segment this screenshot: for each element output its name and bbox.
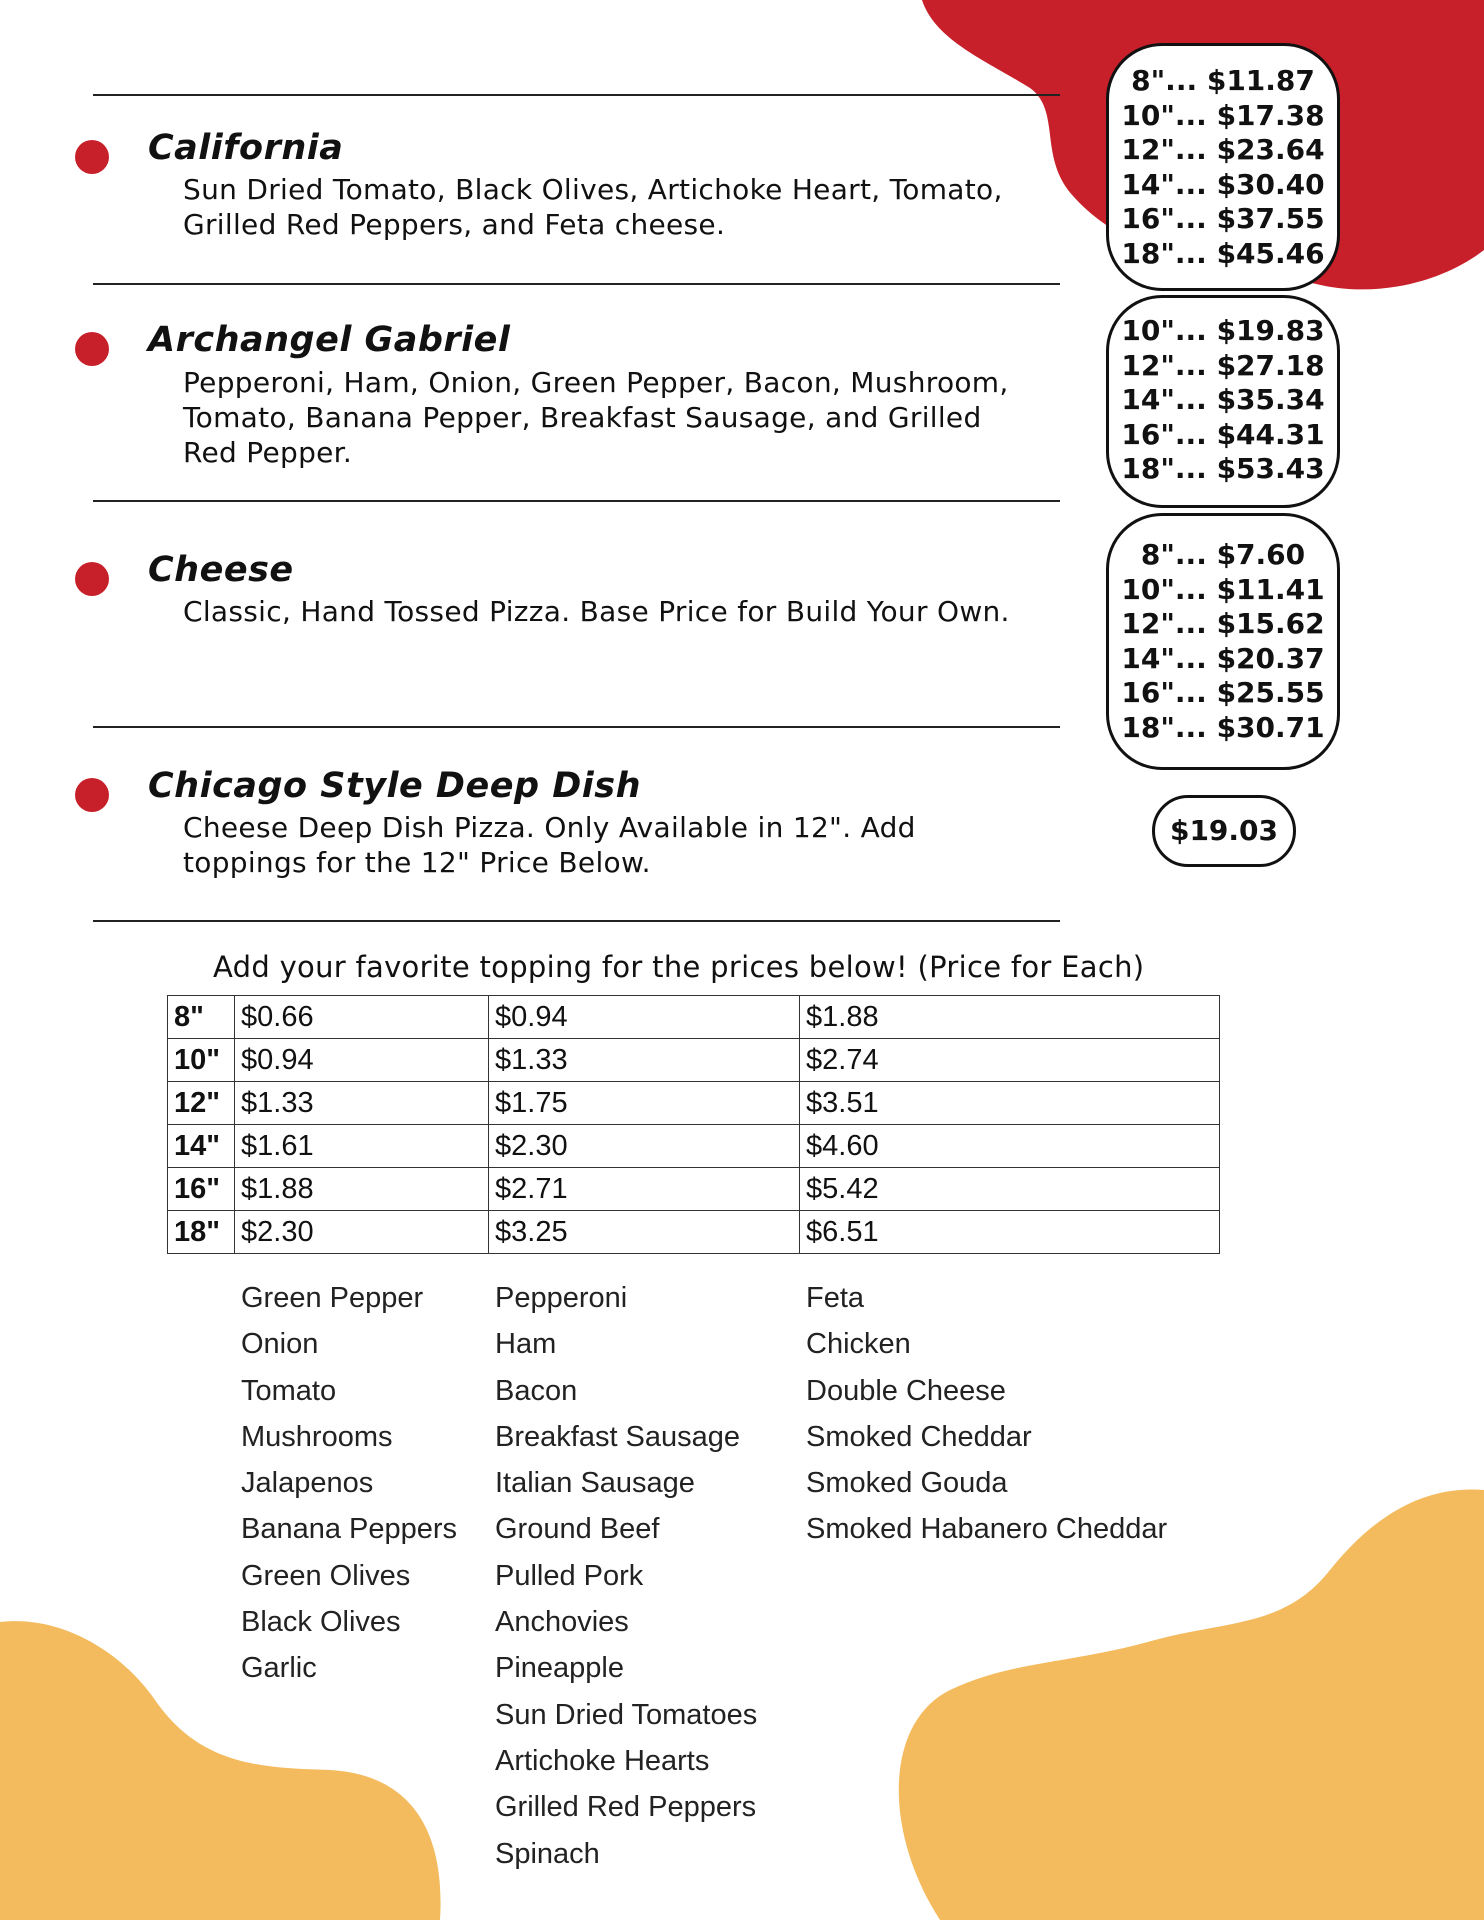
price-line: 18"... $45.46 <box>1121 236 1325 270</box>
bullet-dot <box>75 140 109 174</box>
price-cell: $3.25 <box>489 1211 800 1254</box>
size-cell: 10" <box>168 1039 235 1082</box>
price-line: 18"... $53.43 <box>1121 452 1325 485</box>
list-item: Spinach <box>495 1837 600 1870</box>
bullet-dot <box>75 778 109 812</box>
size-cell: 12" <box>168 1082 235 1125</box>
pizza-description-chicago-deep-dish: Cheese Deep Dish Pizza. Only Available in 12". Add toppings for the 12" Price Below. <box>183 811 916 879</box>
table-row <box>168 1211 1220 1254</box>
pizza-description-california: Sun Dried Tomato, Black Olives, Artichoke Heart, Tomato, Grilled Red Peppers, and Feta cheese. <box>183 173 1003 241</box>
list-item: Garlic <box>241 1652 317 1685</box>
table-row <box>168 996 1220 1039</box>
size-cell: 16" <box>168 1168 235 1211</box>
price-cell: $4.60 <box>800 1125 1220 1168</box>
list-item: Feta <box>806 1282 865 1314</box>
price-cell: $1.61 <box>235 1125 489 1168</box>
pizza-name-chicago-deep-dish: Chicago Style Deep Dish <box>148 766 641 806</box>
topping-list-tier-2 <box>495 1275 757 1877</box>
list-item: Ground Beef <box>495 1513 660 1546</box>
pizza-name-cheese: Cheese <box>148 550 294 590</box>
list-item: Banana Peppers <box>241 1513 458 1546</box>
list-item: Smoked Gouda <box>806 1467 1008 1500</box>
price-line: 12"... $27.18 <box>1121 348 1325 382</box>
price-line: 12"... $23.64 <box>1121 133 1325 166</box>
price-line: 14"... $35.34 <box>1121 383 1325 416</box>
price-cell: $0.94 <box>235 1039 489 1082</box>
price-line: 18"... $30.71 <box>1121 710 1325 744</box>
price-line: 16"... $37.55 <box>1121 202 1325 235</box>
divider-rule <box>93 920 1060 922</box>
list-item: Jalapenos <box>241 1467 374 1500</box>
divider-rule <box>93 500 1060 502</box>
price-cell: $0.66 <box>235 996 489 1039</box>
list-item: Pineapple <box>495 1652 624 1685</box>
list-item: Ham <box>495 1328 557 1361</box>
price-cell: $1.88 <box>800 996 1220 1039</box>
price-line: 8"... $11.87 <box>1131 64 1315 97</box>
table-row <box>168 1168 1220 1211</box>
price-cell: $2.74 <box>800 1039 1220 1082</box>
divider-rule <box>93 94 1060 96</box>
price-line: 10"... $11.41 <box>1121 572 1325 606</box>
list-item: Smoked Cheddar <box>806 1420 1032 1453</box>
price-line: 16"... $25.55 <box>1121 676 1325 709</box>
pizza-name-california: California <box>148 128 344 168</box>
list-item: Anchovies <box>495 1606 629 1639</box>
divider-rule <box>93 283 1060 285</box>
list-item: Tomato <box>241 1374 337 1407</box>
list-item: Chicken <box>806 1328 911 1361</box>
price-box-california <box>1106 43 1340 291</box>
list-item: Breakfast Sausage <box>495 1420 741 1453</box>
size-cell: 18" <box>168 1211 235 1254</box>
price-line: 12"... $15.62 <box>1121 607 1325 640</box>
toppings-heading: Add your favorite topping for the prices below! (Price for Each) <box>213 950 1145 984</box>
price-cell: $0.94 <box>489 996 800 1039</box>
price-line: 10"... $19.83 <box>1121 314 1325 347</box>
price-line: 10"... $17.38 <box>1121 98 1325 132</box>
list-item: Green Olives <box>241 1559 411 1592</box>
price-line: 14"... $30.40 <box>1121 167 1325 201</box>
list-item: Italian Sausage <box>495 1467 695 1500</box>
price-cell: $1.33 <box>489 1039 800 1082</box>
price-cell: $2.71 <box>489 1168 800 1211</box>
price-cell: $2.30 <box>235 1211 489 1254</box>
list-item: Grilled Red Peppers <box>495 1791 757 1824</box>
size-cell: 8" <box>168 996 235 1039</box>
table-row <box>168 1082 1220 1125</box>
price-pill-chicago-deep-dish: $19.03 <box>1152 795 1296 867</box>
price-box-archangel-gabriel <box>1106 295 1340 508</box>
pizza-description-archangel-gabriel: Pepperoni, Ham, Onion, Green Pepper, Bacon, Mushroom, Tomato, Banana Pepper, Breakfast Sausage, and Grilled Red Pepper. <box>183 366 1009 469</box>
size-cell: 14" <box>168 1125 235 1168</box>
list-item: Double Cheese <box>806 1374 1006 1407</box>
topping-list-tier-1 <box>241 1275 457 1692</box>
bullet-dot <box>75 332 109 366</box>
pizza-name-archangel-gabriel: Archangel Gabriel <box>148 320 511 360</box>
list-item: Smoked Habanero Cheddar <box>806 1513 1168 1546</box>
price-cell: $1.33 <box>235 1082 489 1125</box>
list-item: Artichoke Hearts <box>495 1744 710 1777</box>
list-item: Black Olives <box>241 1606 401 1639</box>
topping-list-tier-3 <box>806 1275 1167 1553</box>
price-cell: $6.51 <box>800 1211 1220 1254</box>
price-line: 14"... $20.37 <box>1121 641 1325 675</box>
list-item: Sun Dried Tomatoes <box>495 1698 758 1731</box>
price-cell: $5.42 <box>800 1168 1220 1211</box>
price-cell: $1.75 <box>489 1082 800 1125</box>
divider-rule <box>93 726 1060 728</box>
topping-price-table <box>167 995 1220 1254</box>
price-cell: $3.51 <box>800 1082 1220 1125</box>
price-line: 8"... $7.60 <box>1140 538 1306 571</box>
table-row <box>168 1039 1220 1082</box>
list-item: Mushrooms <box>241 1420 393 1453</box>
price-box-cheese <box>1106 513 1340 770</box>
list-item: Pulled Pork <box>495 1559 644 1592</box>
list-item: Bacon <box>495 1374 578 1407</box>
price-cell: $1.88 <box>235 1168 489 1211</box>
bullet-dot <box>75 562 109 596</box>
yellow-blob-right <box>899 1490 1484 1920</box>
table-row <box>168 1125 1220 1168</box>
list-item: Pepperoni <box>495 1282 628 1314</box>
price-cell: $2.30 <box>489 1125 800 1168</box>
pizza-description-cheese: Classic, Hand Tossed Pizza. Base Price for Build Your Own. <box>183 595 1010 628</box>
price-line: 16"... $44.31 <box>1121 417 1325 451</box>
list-item: Green Pepper <box>241 1282 424 1314</box>
list-item: Onion <box>241 1328 319 1361</box>
